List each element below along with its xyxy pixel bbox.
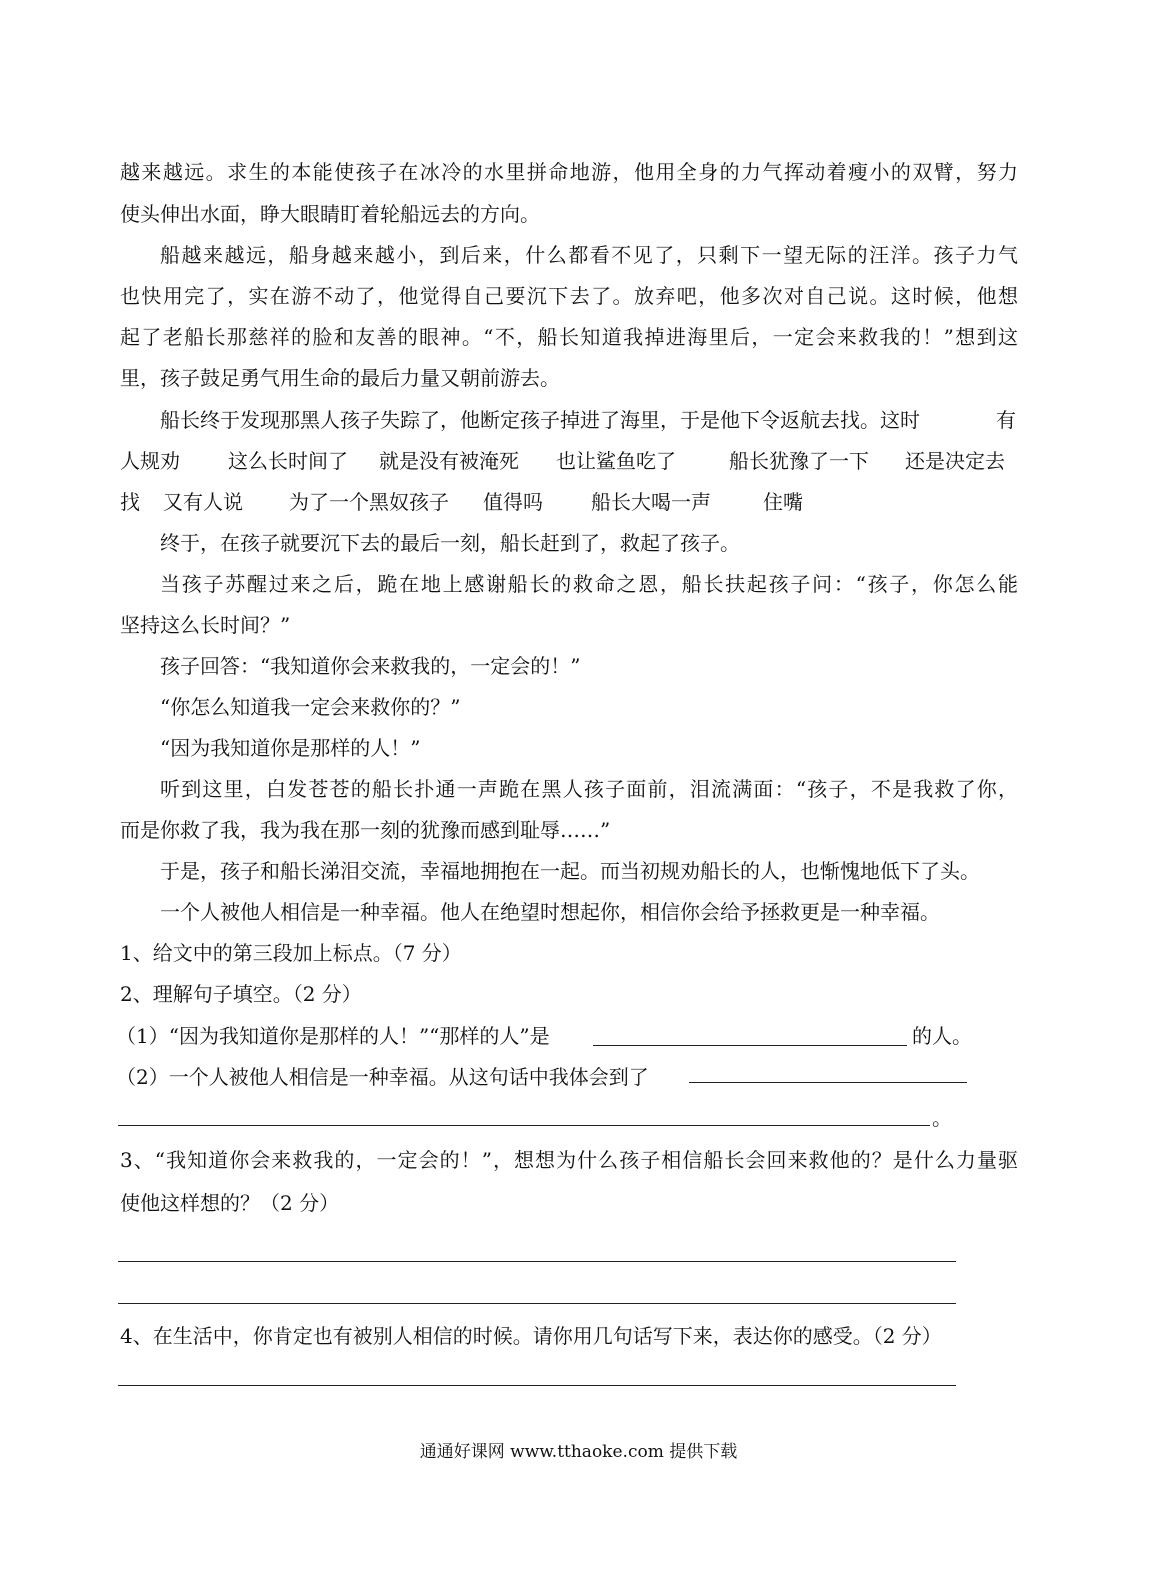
passage-line: 孩子回答：“我知道你会来救我的，一定会的！” xyxy=(160,654,581,678)
passage-phrase: 住嘴 xyxy=(763,490,803,514)
passage-line: 也快用完了，实在游不动了，他觉得自己要沉下去了。放弃吧，他多次对自己说。这时候，他想 xyxy=(120,284,1018,308)
passage-phrase: 还是决定去 xyxy=(905,449,1005,473)
answer-blank[interactable] xyxy=(118,1125,930,1126)
passage-line: 于是，孩子和船长涕泪交流，幸福地拥抱在一起。而当初规劝船长的人，也惭愧地低下了头。 xyxy=(160,859,980,883)
passage-phrase: 值得吗 xyxy=(483,490,543,514)
question-3-cont: 使他这样想的？（2 分） xyxy=(120,1191,340,1215)
passage-line: 坚持这么长时间？” xyxy=(120,613,291,637)
passage-line: 一个人被他人相信是一种幸福。他人在绝望时想起你，相信你会给予拯救更是一种幸福。 xyxy=(160,900,940,924)
passage-line: 船长终于发现那黑人孩子失踪了，他断定孩子掉进了海里，于是他下令返航去找。这时 xyxy=(160,408,920,432)
passage-line: “你怎么知道我一定会来救你的？” xyxy=(160,695,461,719)
passage-phrase: 船长大喝一声 xyxy=(591,490,711,514)
passage-line: 听到这里，白发苍苍的船长扑通一声跪在黑人孩子面前，泪流满面：“孩子，不是我救了你， xyxy=(160,777,1018,801)
passage-line: 而是你救了我，我为我在那一刻的犹豫而感到耻辱……” xyxy=(120,818,611,842)
passage-line: 当孩子苏醒过来之后，跪在地上感谢船长的救命之恩，船长扶起孩子问：“孩子，你怎么能 xyxy=(160,572,1018,596)
passage-phrase: 为了一个黑奴孩子 xyxy=(289,490,449,514)
passage-word: 有 xyxy=(996,408,1016,432)
answer-line[interactable] xyxy=(118,1385,956,1386)
question-2-2-text: （2）一个人被他人相信是一种幸福。从这句话中我体会到了 xyxy=(116,1065,649,1089)
passage-phrase: 就是没有被淹死 xyxy=(379,449,519,473)
answer-blank[interactable] xyxy=(593,1045,907,1046)
passage-phrase: 这么长时间了 xyxy=(228,449,348,473)
question-2-2-end: 。 xyxy=(932,1106,952,1130)
answer-line[interactable] xyxy=(118,1303,956,1304)
passage-line: 使头伸出水面，睁大眼睛盯着轮船远去的方向。 xyxy=(120,202,540,226)
passage-phrase: 又有人说 xyxy=(163,490,243,514)
passage-line: “因为我知道你是那样的人！” xyxy=(160,736,421,760)
passage-line: 越来越远。求生的本能使孩子在冰冷的水里拼命地游，他用全身的力气挥动着瘦小的双臂，努力 xyxy=(120,160,1018,184)
question-2: 2、理解句子填空。（2 分） xyxy=(120,982,362,1006)
passage-line: 里，孩子鼓足勇气用生命的最后力量又朝前游去。 xyxy=(120,366,560,390)
question-1: 1、给文中的第三段加上标点。（7 分） xyxy=(120,941,462,965)
question-4: 4、在生活中，你肯定也有被别人相信的时候。请你用几句话写下来，表达你的感受。（2 分） xyxy=(120,1324,942,1348)
page-footer: 通通好课网 www.tthaoke.com 提供下载 xyxy=(419,1442,738,1462)
passage-line: 船越来越远，船身越来越小，到后来，什么都看不见了，只剩下一望无际的汪洋。孩子力气 xyxy=(160,243,1018,267)
question-2-1-suffix: 的人。 xyxy=(912,1024,972,1048)
passage-phrase: 找 xyxy=(120,490,140,514)
question-3: 3、“我知道你会来救我的，一定会的！”，想想为什么孩子相信船长会回来救他的？是什么力量驱 xyxy=(120,1148,1018,1172)
passage-line: 起了老船长那慈祥的脸和友善的眼神。“不，船长知道我掉进海里后，一定会来救我的！”想到这 xyxy=(120,325,1018,349)
passage-phrase: 人规劝 xyxy=(120,449,180,473)
answer-line[interactable] xyxy=(118,1261,956,1262)
question-2-1-text: （1）“因为我知道你是那样的人！”“那样的人”是 xyxy=(116,1024,550,1048)
passage-phrase: 也让鲨鱼吃了 xyxy=(556,449,676,473)
answer-blank[interactable] xyxy=(689,1082,967,1083)
passage-phrase: 船长犹豫了一下 xyxy=(729,449,869,473)
passage-line: 终于，在孩子就要沉下去的最后一刻，船长赶到了，救起了孩子。 xyxy=(160,531,740,555)
